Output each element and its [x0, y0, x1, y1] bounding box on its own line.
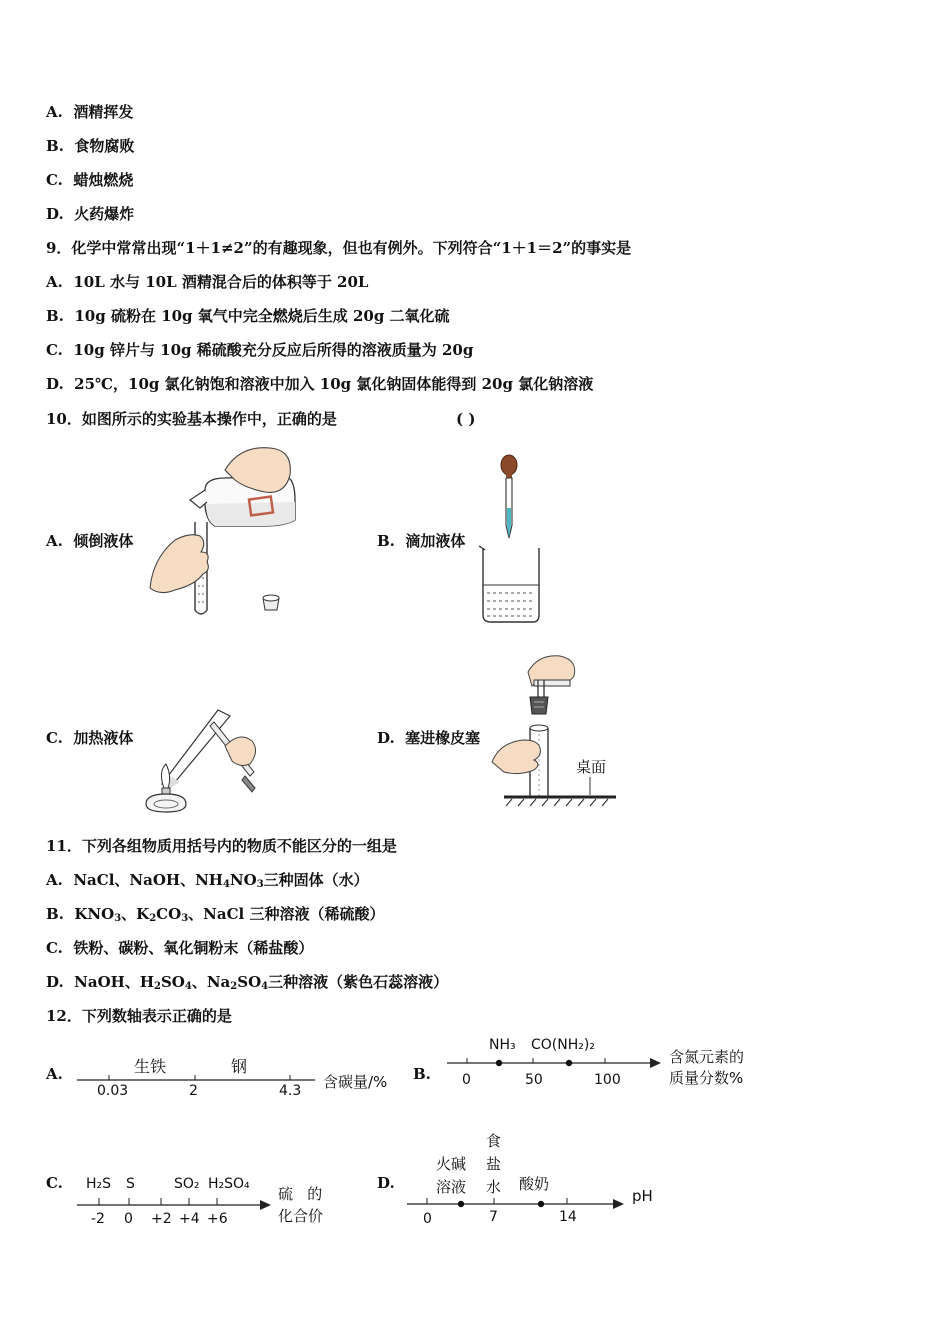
- q11-option-a: A. NaCl、NaOH、$NH_4NO_3$三种固体（水）: [46, 871, 369, 890]
- q12-d-point-yogurt: [538, 1201, 544, 1207]
- q8-option-b: B. 食物腐败: [46, 137, 135, 155]
- q12-c-tick: -2: [91, 1211, 105, 1227]
- q12-b-point-nh3: [496, 1060, 502, 1066]
- q12-b-tick: 100: [594, 1072, 621, 1088]
- q12-c-axis: [75, 1196, 275, 1212]
- q12-option-a-letter: A.: [46, 1065, 63, 1083]
- q12-c-tick: 0: [124, 1211, 133, 1227]
- q12-a-tick: 0.03: [97, 1083, 129, 1099]
- q8-option-a: A. 酒精挥发: [46, 103, 134, 121]
- q12-c-tick: +2: [151, 1211, 172, 1227]
- q12-d-tick: 7: [489, 1209, 498, 1225]
- q12-option-b-letter: B.: [413, 1065, 431, 1083]
- q12-d-point-caustic-soda: [458, 1201, 464, 1207]
- dropping-liquid-illustration: [475, 450, 555, 630]
- q12-c-label-h2so4: H₂SO₄: [208, 1176, 250, 1192]
- q12-d-label-solution: 溶液: [436, 1178, 467, 1196]
- q11-option-c: C. 铁粉、碳粉、氧化铜粉末（稀盐酸）: [46, 939, 314, 957]
- q12-a-tick: 2: [189, 1083, 198, 1099]
- q11-stem: 11．下列各组物质用括号内的物质不能区分的一组是: [46, 837, 397, 855]
- q12-a-tick: 4.3: [279, 1083, 302, 1099]
- q11-option-d: D. NaOH、$H_2SO_4$、$Na_2SO_4$三种溶液（紫色石蕊溶液）: [46, 973, 449, 992]
- q12-b-label-nh3: NH₃: [489, 1037, 516, 1053]
- heating-liquid-illustration: [140, 706, 270, 816]
- q12-d-label-salt-water: 水: [486, 1178, 502, 1196]
- q12-c-axis-label: 化合价: [278, 1207, 324, 1225]
- q12-d-label-salt-water: 食: [486, 1132, 502, 1150]
- q12-d-label-salt-water: 盐: [486, 1155, 502, 1173]
- q12-a-label-pig-iron: 生铁: [134, 1057, 167, 1076]
- q12-option-c-letter: C.: [46, 1174, 63, 1192]
- q8-option-d: D. 火药爆炸: [46, 205, 135, 223]
- q10-option-d: D. 塞进橡皮塞: [377, 729, 481, 747]
- q12-c-axis-label: 硫 的: [278, 1185, 323, 1203]
- q9-option-a: A. 10L 水与 10L 酒精混合后的体积等于 20L: [46, 273, 369, 291]
- inserting-stopper-illustration: [490, 652, 620, 812]
- q12-b-label-urea: CO(NH₂)₂: [531, 1037, 595, 1053]
- desk-label: 桌面: [576, 758, 607, 776]
- q12-b-axis-label: 含氮元素的: [669, 1048, 745, 1066]
- q12-stem: 12．下列数轴表示正确的是: [46, 1007, 232, 1025]
- q9-option-d: D. 25℃，10g 氯化钠饱和溶液中加入 10g 氯化钠固体能得到 20g 氯化钠溶液: [46, 375, 594, 393]
- q11-option-b: B. $KNO_3$、$K_2CO_3$、NaCl 三种溶液（稀硫酸）: [46, 905, 385, 924]
- q12-b-tick: 50: [525, 1072, 543, 1088]
- q10-stem: 10．如图所示的实验基本操作中，正确的是 ( ): [46, 410, 476, 428]
- q12-b-tick: 0: [462, 1072, 471, 1088]
- q12-d-axis: [405, 1196, 630, 1212]
- pouring-liquid-illustration: [145, 440, 325, 625]
- answer-paren: ( ): [456, 410, 476, 428]
- q12-d-tick: 0: [423, 1211, 432, 1227]
- q8-option-c: C. 蜡烛燃烧: [46, 171, 134, 189]
- q12-d-axis-label: pH: [632, 1187, 653, 1205]
- q12-a-axis-label: 含碳量/%: [323, 1073, 388, 1091]
- q12-c-label-h2s: H₂S: [86, 1176, 112, 1192]
- q12-option-d-letter: D.: [377, 1174, 395, 1192]
- q12-d-tick: 14: [559, 1209, 577, 1225]
- q10-option-b: B. 滴加液体: [377, 532, 466, 550]
- q12-d-label-caustic: 火碱: [436, 1155, 467, 1173]
- q12-c-tick: +6: [207, 1211, 228, 1227]
- q12-b-axis: [445, 1056, 665, 1070]
- q10-option-a: A. 倾倒液体: [46, 532, 134, 550]
- q12-c-tick: +4: [179, 1211, 200, 1227]
- q12-b-point-urea: [566, 1060, 572, 1066]
- q10-option-c: C. 加热液体: [46, 729, 134, 747]
- q12-a-label-steel: 钢: [231, 1057, 248, 1076]
- q12-b-axis-label: 质量分数%: [669, 1069, 744, 1087]
- q12-d-label-yogurt: 酸奶: [519, 1175, 550, 1193]
- q9-option-b: B. 10g 硫粉在 10g 氧气中完全燃烧后生成 20g 二氧化硫: [46, 307, 450, 325]
- q12-c-label-so2: SO₂: [174, 1176, 200, 1192]
- q12-c-label-s: S: [126, 1176, 135, 1192]
- q9-stem: 9．化学中常常出现“1＋1≠2”的有趣现象，但也有例外。下列符合“1＋1＝2”的事实是: [46, 239, 632, 257]
- q9-option-c: C. 10g 锌片与 10g 稀硫酸充分反应后所得的溶液质量为 20g: [46, 341, 474, 359]
